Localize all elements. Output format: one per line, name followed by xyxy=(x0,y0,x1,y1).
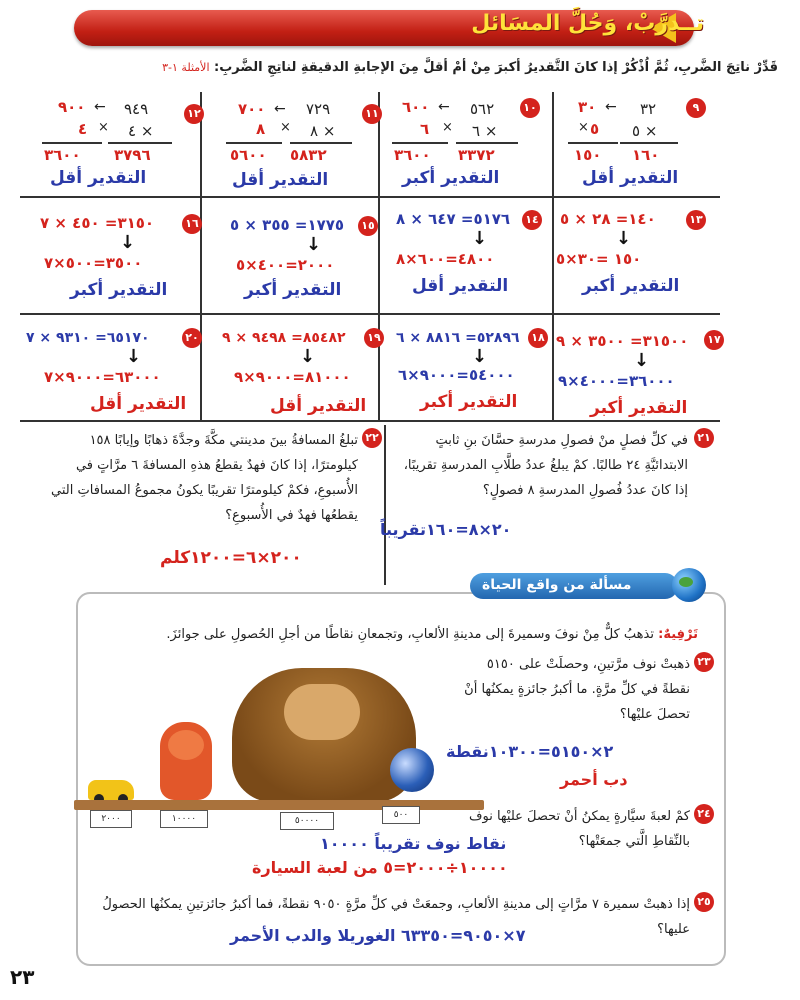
exact-factor: ٦ × xyxy=(472,122,498,140)
exact-equation: ٥٢٨٩٦= ٨٨١٦ × ٦ xyxy=(396,330,520,346)
problem-text: تبلغُ المسافةُ بينَ مدينتي مكَّةَ وجدَّةَ ذهابًا وإيابًا ١٥٨ كيلومترًا، إذا كانَ فهدٌ يقطعُ هذهِ المسافةَ ٦ مرَّاتٍ في الأُسبوعِ، فكمْ كيلومترًا تقريبًا يكونُ مجموعُ المسافاتِ التي يقطعُها فهدٌ في الأُسبوعِ؟ xyxy=(51,433,358,523)
exact-factor: ٥٦٢ xyxy=(470,100,495,118)
arrow-down-icon: ↓ xyxy=(120,232,136,253)
q24-answer-calc: ١٠٠٠٠÷٢٠٠٠=٥ من لعبة السيارة xyxy=(252,858,508,877)
exact-equation: ٥١٧٦= ٦٤٧ × ٨ xyxy=(396,210,511,228)
estimate-product: ١٥٠ xyxy=(574,146,602,164)
exact-equation: ٣١٥٠= ٤٥٠ × ٧ xyxy=(40,214,155,232)
estimate-equation: ٨١٠٠٠=٩٠٠٠×٩ xyxy=(234,368,351,386)
estimate-product: ٣٦٠٠ xyxy=(44,146,81,164)
real-life-intro xyxy=(88,622,698,647)
times-icon: × xyxy=(442,120,453,135)
grid-line xyxy=(552,92,554,420)
exact-equation: ٣١٥٠٠= ٣٥٠٠ × ٩ xyxy=(556,332,689,350)
grid-line xyxy=(20,420,720,422)
section-title: تــدرَّبْ، وَحُلَّ المسَائل xyxy=(471,11,704,36)
problem-number: ٢٤ xyxy=(694,804,714,824)
comparison-result: التقدير أكبر xyxy=(244,280,342,300)
bear-face-icon xyxy=(168,730,204,760)
comparison-result: التقدير أكبر xyxy=(70,280,168,300)
problem-number: ١٩ xyxy=(364,328,384,348)
grid-line xyxy=(384,425,386,585)
estimate-factor: ٨ xyxy=(256,120,266,138)
instructions xyxy=(18,60,778,75)
arrow-down-icon: ↓ xyxy=(634,350,650,371)
estimate-factor: ٦٠٠ xyxy=(402,98,430,116)
q25-text: إذا ذهبتْ سميرة ٧ مرَّاتٍ إلى مدينةِ الألعابِ، وجمعَتْ في كلِّ مرَّةٍ ٩٠٥٠ نقطةً، فما أكبرُ جائزتينِ يمكنُها الحصولُ عليها؟ xyxy=(102,897,690,937)
gorilla-face-icon xyxy=(284,684,360,740)
q23-text: ذهبتْ نوف مرَّتينِ، وحصلَتْ على ٥١٥٠ نقطةً في كلِّ مرَّةٍ. ما أكبرُ جائزةٍ يمكنُها أنْ تحصلَ عليْها؟ xyxy=(464,657,690,722)
problem-number: ١٥ xyxy=(358,216,378,236)
times-icon: × xyxy=(578,120,589,135)
comparison-result: التقدير أقل xyxy=(50,168,147,188)
answer-line xyxy=(456,142,518,144)
exact-factor: ٨ × xyxy=(310,122,336,140)
estimate-equation: ٤٨٠٠=٦٠٠×٨ xyxy=(396,250,495,268)
intro-text: تذهبُ كلٌّ مِنْ نوفَ وسميرةَ إلى مدينةِ الألعابِ، وتجمعانِ نقاطًا من أجلِ الحُصولِ على جوائزَ. xyxy=(166,627,654,642)
exact-product: ٣٧٩٦ xyxy=(114,146,151,164)
exact-equation: ١٤٠= ٢٨ × ٥ xyxy=(560,210,656,228)
estimate-factor: ٥ xyxy=(590,120,600,138)
problem-number: ١٣ xyxy=(686,210,706,230)
arrow-down-icon: ↓ xyxy=(472,228,488,249)
grid-line xyxy=(20,313,720,315)
problem-number: ٢١ xyxy=(694,428,714,448)
answer-line xyxy=(108,142,172,144)
exact-equation: ٨٥٤٨٢= ٩٤٩٨ × ٩ xyxy=(222,330,346,346)
answer-line xyxy=(290,142,352,144)
problem-text: في كلِّ فصلٍ منْ فصولِ مدرسةِ حسَّانَ بنِ ثابتٍ الابتدائيَّةِ ٢٤ طالبًا. كمْ يبلغُ عددُ طلَّابِ المدرسةِ تقريبًا، إذا كانَ عددُ فُصولِ المدرسةِ ٨ فصولٍ؟ xyxy=(403,433,688,498)
arrow-left-icon: ← xyxy=(605,99,617,115)
arrow-down-icon: ↓ xyxy=(306,234,322,255)
problem-number: ٩ xyxy=(686,98,706,118)
comparison-result: التقدير أكبر xyxy=(420,392,518,412)
estimate-equation: ٢٠٠٠=٤٠٠×٥ xyxy=(236,256,335,274)
answer: ٢٠٠×٦=١٢٠٠كلم xyxy=(160,548,302,568)
problem-number: ١٠ xyxy=(520,98,540,118)
estimate-equation: ٥٤٠٠٠=٩٠٠٠×٦ xyxy=(398,366,515,384)
arrow-left-icon: ← xyxy=(438,99,450,115)
q25-answer: ٧×٩٠٥٠=٦٣٣٥٠ الغوريلا والدب الأحمر xyxy=(230,926,526,945)
exact-factor: ٩٤٩ xyxy=(124,100,149,118)
grid-line xyxy=(378,92,380,420)
estimate-equation: ٣٦٠٠٠=٤٠٠٠×٩ xyxy=(558,372,675,390)
answer-line xyxy=(226,142,282,144)
exact-factor: ٣٢ xyxy=(640,100,657,118)
real-life-title: مسألة من واقع الحياة xyxy=(482,577,632,593)
problem-number: ١٧ xyxy=(704,330,724,350)
grid-line xyxy=(20,196,720,198)
q24-answer: نقاط نوف تقريباً ١٠٠٠٠ xyxy=(320,834,507,853)
estimate-equation: ١٥٠ =٣٠×٥ xyxy=(556,250,642,268)
answer-line xyxy=(392,142,448,144)
problem-number: ١٦ xyxy=(182,214,202,234)
price-tag-car: ٢٠٠٠ xyxy=(90,810,132,828)
arrow-down-icon: ↓ xyxy=(472,346,488,367)
problem-number: ٢٢ xyxy=(362,428,382,448)
estimate-factor: ٩٠٠ xyxy=(58,98,86,116)
comparison-result: التقدير أكبر xyxy=(582,276,680,296)
problem-number: ١١ xyxy=(362,104,382,124)
arrow-down-icon: ↓ xyxy=(300,346,316,367)
answer: ٢٠×٨=١٦٠تقريباً xyxy=(380,520,512,539)
answer-line xyxy=(620,142,678,144)
comparison-result: التقدير أقل xyxy=(232,170,329,190)
examples-ref: الأمثلة ١-٣ xyxy=(162,61,210,74)
arrow-left-icon: ← xyxy=(94,99,106,115)
comparison-result: التقدير أكبر xyxy=(402,168,500,188)
exact-equation: ٦٥١٧٠= ٩٣١٠ × ٧ xyxy=(26,330,150,346)
estimate-equation: ٣٥٠٠=٥٠٠×٧ xyxy=(44,254,143,272)
problem-number: ٢٠ xyxy=(182,328,202,348)
instructions-text: قَدِّرْ ناتِجَ الضَّربِ، ثُمَّ اُذْكُرْ إذا كانَ التَّقديرُ أكبرَ مِنْ أمْ أقلَّ مِنَ الإجابةِ الدقيقةِ لناتِجِ الضَّربِ: xyxy=(214,60,778,75)
answer-line xyxy=(42,142,102,144)
estimate-factor: ٦ xyxy=(420,120,430,138)
comparison-result: التقدير أقل xyxy=(412,276,509,296)
estimate-factor: ٤ xyxy=(78,120,88,138)
exact-factor: ٥ × xyxy=(632,122,658,140)
comparison-result: التقدير أكبر xyxy=(590,398,688,418)
exact-product: ٥٨٣٢ xyxy=(290,146,327,164)
ball-icon xyxy=(390,748,434,792)
exact-factor: ٧٢٩ xyxy=(306,100,331,118)
globe-icon xyxy=(672,568,706,602)
page-number: ٢٣ xyxy=(10,965,35,989)
price-tag-ball: ٥٠٠ xyxy=(382,806,420,824)
problem-number: ٢٥ xyxy=(694,892,714,912)
comparison-result: التقدير أقل xyxy=(270,396,367,416)
intro-label: تَرْفِيهٌ: xyxy=(658,627,698,642)
exact-product: ١٦٠ xyxy=(632,146,660,164)
estimate-product: ٣٦٠٠ xyxy=(394,146,431,164)
estimate-product: ٥٦٠٠ xyxy=(230,146,267,164)
estimate-equation: ٦٣٠٠٠=٩٠٠٠×٧ xyxy=(44,368,161,386)
exact-factor: ٤ × xyxy=(128,122,154,140)
times-icon: × xyxy=(98,120,109,135)
arrow-down-icon: ↓ xyxy=(616,228,632,249)
prize-shelf xyxy=(74,800,484,810)
price-tag-gorilla: ٥٠٠٠٠ xyxy=(280,812,334,830)
grid-line xyxy=(200,92,202,420)
problem-number: ١٤ xyxy=(522,210,542,230)
answer-line xyxy=(568,142,618,144)
comparison-result: التقدير أقل xyxy=(90,394,187,414)
exact-product: ٣٣٧٢ xyxy=(458,146,495,164)
q23-answer: ٢×٥١٥٠=١٠٣٠٠نقطة xyxy=(446,742,614,761)
arrow-left-icon: ← xyxy=(274,101,286,117)
problem-number: ١٨ xyxy=(528,328,548,348)
problem-number: ١٢ xyxy=(184,104,204,124)
estimate-factor: ٧٠٠ xyxy=(238,100,266,118)
comparison-result: التقدير أقل xyxy=(582,168,679,188)
estimate-factor: ٣٠ xyxy=(578,98,597,116)
problem-number: ٢٣ xyxy=(694,652,714,672)
times-icon: × xyxy=(280,120,291,135)
arrow-down-icon: ↓ xyxy=(126,346,142,367)
q23-prize: دب أحمر xyxy=(560,770,628,789)
price-tag-bear: ١٠٠٠٠ xyxy=(160,810,208,828)
exact-equation: ١٧٧٥= ٣٥٥ × ٥ xyxy=(230,216,345,234)
q24-text: كمْ لعبةَ سيَّارةٍ يمكنُ أنْ تحصلَ عليْها نوف بالنِّقاطِ الَّتي جمعَتْها؟ xyxy=(469,809,690,849)
